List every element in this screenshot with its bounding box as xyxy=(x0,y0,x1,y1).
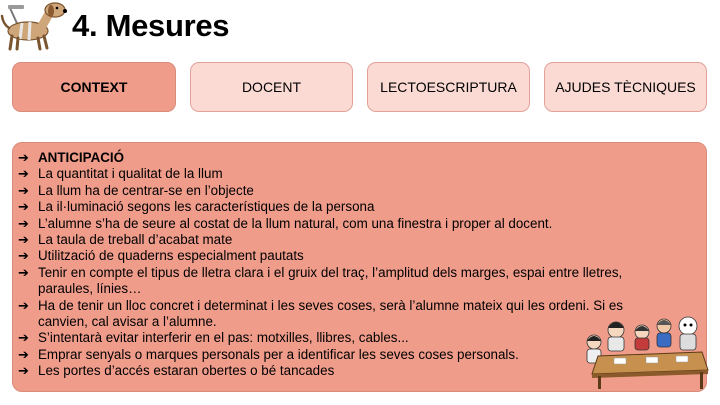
arrow-icon: ➔ xyxy=(18,215,29,231)
list-item: ➔ La il·luminació segons les característiques de la persona xyxy=(18,199,375,215)
page-title: 4. Mesures xyxy=(72,8,230,43)
arrow-icon: ➔ xyxy=(18,199,29,215)
tab-context[interactable]: CONTEXT xyxy=(12,62,176,112)
arrow-icon: ➔ xyxy=(18,330,29,346)
classroom-illustration xyxy=(584,312,710,390)
tab-docent[interactable]: DOCENT xyxy=(190,62,353,112)
measures-list xyxy=(18,150,673,380)
arrow-icon: ➔ xyxy=(18,248,29,264)
arrow-icon: ➔ xyxy=(18,182,29,198)
arrow-icon: ➔ xyxy=(18,150,29,165)
tab-ajudes-tecniques[interactable]: AJUDES TÈCNIQUES xyxy=(544,62,707,112)
list-item: ➔ S’intentarà evitar interferir en el pas: motxilles, llibres, cables... xyxy=(18,330,409,346)
list-item: ➔ L’alumne s’ha de seure al costat de la llum natural, com una finestra i proper al docent. xyxy=(18,215,553,231)
tab-lectoescriptura[interactable]: LECTOESCRIPTURA xyxy=(367,62,530,112)
list-item: ➔ La taula de treball d’acabat mate xyxy=(18,232,233,248)
list-item: ➔ ANTICIPACIÓ xyxy=(18,150,125,165)
arrow-icon: ➔ xyxy=(18,363,29,379)
list-item: ➔ Utilització de quaderns especialment pautats xyxy=(18,248,304,264)
arrow-icon: ➔ xyxy=(18,264,29,280)
arrow-icon: ➔ xyxy=(18,297,29,313)
list-item: ➔ Emprar senyals o marques personals per a identificar les seves coses personals. xyxy=(18,346,519,362)
arrow-icon: ➔ xyxy=(18,346,29,362)
list-item: ➔ Ha de tenir un lloc concret i determinat i les seves coses, serà l’alumne mateix qui les ordeni. Si es canvien, cal avisar a l’alumne. xyxy=(18,297,623,330)
arrow-icon: ➔ xyxy=(18,232,29,248)
list-item: ➔ La quantitat i qualitat de la llum xyxy=(18,166,223,182)
list-item: ➔ Les portes d’accés estaran obertes o bé tancades xyxy=(18,363,335,379)
list-item: ➔ La llum ha de centrar-se en l’objecte xyxy=(18,182,254,198)
list-item: ➔ Tenir en compte el tipus de lletra clara i el gruix del traç, l’amplitud dels marges, espai entre lletres, paraules, línies… xyxy=(18,264,623,297)
arrow-icon: ➔ xyxy=(18,166,29,182)
guide-dog-icon xyxy=(0,0,70,52)
